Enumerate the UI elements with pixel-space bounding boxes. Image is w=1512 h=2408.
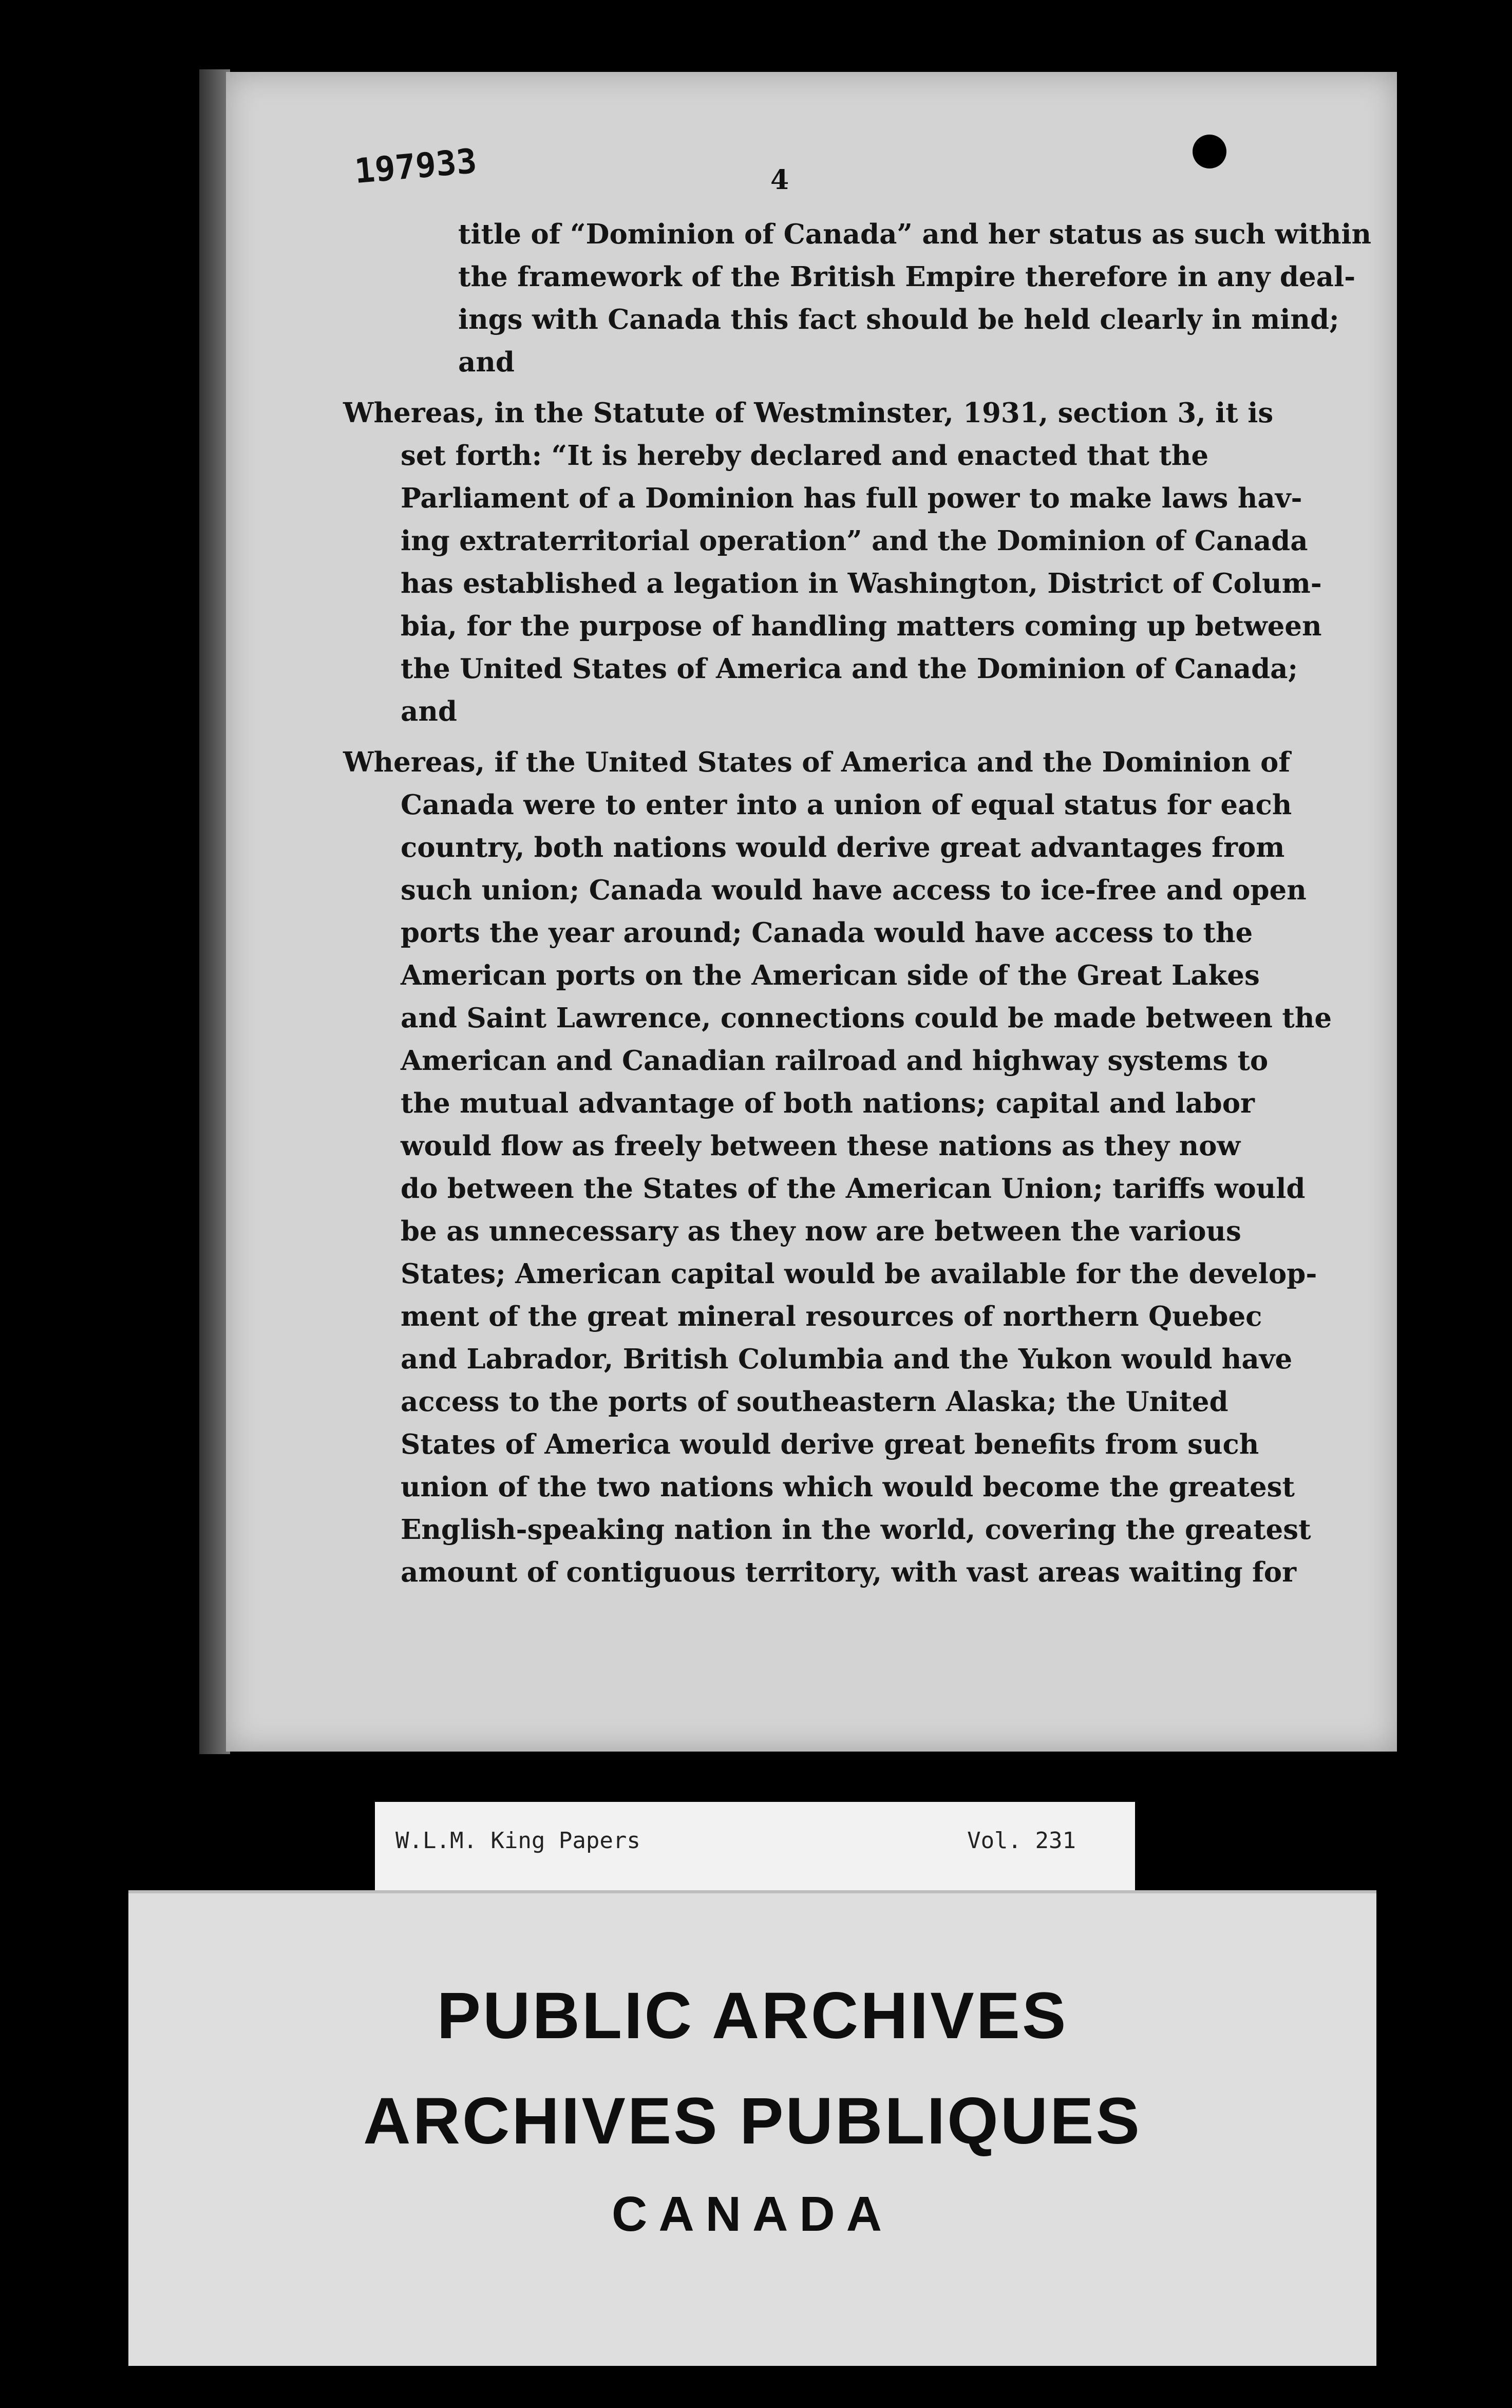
text-line: American ports on the American side of the Great Lakes [401, 960, 1260, 991]
text-line: access to the ports of southeastern Alaska; the United [401, 1386, 1228, 1418]
text-line: American and Canadian railroad and highway systems to [401, 1045, 1269, 1077]
text-line: Canada were to enter into a union of equal status for each [401, 789, 1292, 821]
text-line: ment of the great mineral resources of northern Quebec [401, 1301, 1262, 1332]
text-line: do between the States of the American Union; tariffs would [401, 1173, 1306, 1205]
punch-hole [1193, 135, 1226, 168]
text-line: the framework of the British Empire therefore in any deal- [458, 261, 1356, 293]
text-line: ings with Canada this fact should be held clearly in mind; [458, 304, 1339, 335]
text-line: country, both nations would derive great advantages from [401, 832, 1285, 863]
text-line: Parliament of a Dominion has full power to make laws hav- [401, 482, 1302, 514]
text-line: has established a legation in Washington, District of Colum- [401, 568, 1322, 599]
text-line: ports the year around; Canada would have access to the [401, 917, 1253, 949]
text-line: union of the two nations which would become the greatest [401, 1471, 1295, 1503]
archives-card [128, 1890, 1376, 2366]
document-stamp-number: 197933 [353, 141, 479, 192]
archives-title-french: ARCHIVES PUBLIQUES [363, 2084, 1142, 2158]
document-body [343, 213, 1372, 1602]
text-line: and [401, 695, 457, 727]
collection-name: W.L.M. King Papers [395, 1828, 640, 1854]
volume-number: Vol. 231 [967, 1828, 1076, 1854]
text-line: ing extraterritorial operation” and the Dominion of Canada [401, 525, 1308, 557]
text-line: be as unnecessary as they now are between the various [401, 1215, 1241, 1247]
text-line: title of “Dominion of Canada” and her status as such within [458, 218, 1372, 250]
collection-label [375, 1802, 1135, 1892]
text-line: and Labrador, British Columbia and the Yukon would have [401, 1343, 1293, 1375]
text-line: bia, for the purpose of handling matters coming up between [401, 610, 1322, 642]
text-line: and Saint Lawrence, connections could be made between the [401, 1002, 1332, 1034]
text-line: set forth: “It is hereby declared and enacted that the [401, 440, 1209, 472]
text-line: amount of contiguous territory, with vast areas waiting for [401, 1556, 1297, 1588]
text-line: Whereas, if the United States of America and the Dominion of [343, 746, 1291, 778]
archives-title-english: PUBLIC ARCHIVES [437, 1979, 1068, 2053]
text-line: the United States of America and the Dominion of Canada; [401, 653, 1298, 685]
text-line: English-speaking nation in the world, covering the greatest [401, 1514, 1311, 1546]
archives-country: CANADA [612, 2187, 893, 2242]
text-line: such union; Canada would have access to ice-free and open [401, 874, 1307, 906]
paragraph [401, 213, 1372, 384]
text-line: the mutual advantage of both nations; capital and labor [401, 1087, 1255, 1119]
page-number: 4 [770, 164, 789, 196]
text-line: and [458, 346, 515, 378]
text-line: Whereas, in the Statute of Westminster, 1931, section 3, it is [343, 397, 1274, 429]
text-line: would flow as freely between these nations as they now [401, 1130, 1241, 1162]
text-line: States; American capital would be available for the develop- [401, 1258, 1317, 1290]
page-edge [199, 69, 230, 1754]
paragraph [343, 741, 1332, 1594]
paragraph [343, 392, 1322, 733]
text-line: States of America would derive great benefits from such [401, 1428, 1259, 1460]
